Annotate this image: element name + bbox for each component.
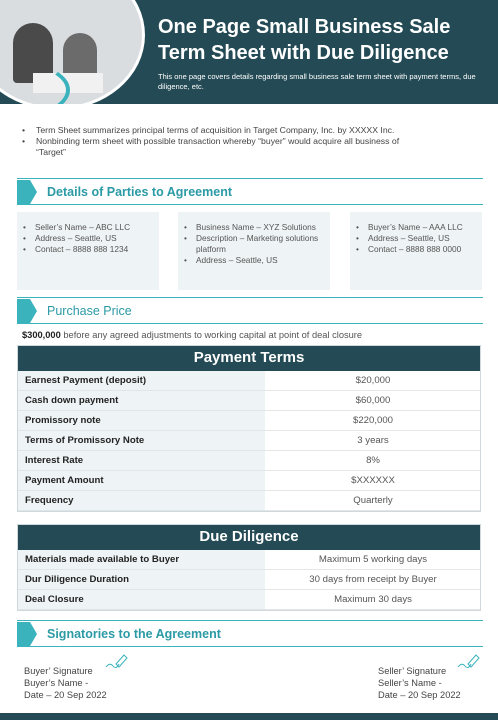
- section-title: Details of Parties to Agreement: [47, 185, 233, 199]
- payment-terms-header: Payment Terms: [17, 345, 481, 371]
- row-label: Cash down payment: [17, 391, 265, 411]
- business-name: • Business Name – XYZ Solutions: [184, 222, 324, 233]
- seller-address: • Address – Seattle, US: [23, 233, 153, 244]
- row-label: Deal Closure: [17, 590, 265, 610]
- seller-signature-label: Seller’ Signature: [378, 666, 447, 676]
- row-label: Earnest Payment (deposit): [17, 371, 265, 391]
- purchase-amount: $300,000: [22, 330, 61, 340]
- row-value: 3 years: [265, 431, 481, 451]
- intro-item: • Nonbinding term sheet with possible transaction whereby “buyer” would acquire all business of “Target”: [22, 136, 422, 158]
- row-label: Payment Amount: [17, 471, 265, 491]
- row-value: $XXXXXX: [265, 471, 481, 491]
- section-underline: [17, 323, 483, 324]
- intro-item: • Term Sheet summarizes principal terms of acquisition in Target Company, Inc. by XXXXX Inc.: [22, 125, 422, 136]
- row-label: Materials made available to Buyer: [17, 550, 265, 570]
- arrow-chevron-icon: [17, 622, 37, 646]
- buyer-contact: • Contact – 8888 888 0000: [356, 244, 476, 255]
- buyer-date: Date – 20 Sep 2022: [24, 690, 107, 700]
- section-title: Purchase Price: [47, 304, 132, 318]
- due-diligence-header: Due Diligence: [17, 524, 481, 550]
- section-signatories: [17, 622, 483, 646]
- section-purchase-price: [17, 299, 483, 323]
- title-line-1: One Page Small Business Sale: [158, 16, 451, 38]
- buyer-signature-block: [24, 665, 107, 701]
- row-label: Dur Diligence Duration: [17, 570, 265, 590]
- row-value: $20,000: [265, 371, 481, 391]
- seller-details-box: [17, 212, 159, 290]
- title-line-2: Term Sheet with Due Diligence: [158, 42, 449, 64]
- business-address: • Address – Seattle, US: [184, 255, 324, 266]
- section-title: Signatories to the Agreement: [47, 627, 221, 641]
- business-details-box: [178, 212, 330, 290]
- section-parties: [17, 180, 483, 204]
- row-value: Maximum 5 working days: [265, 550, 481, 570]
- buyer-name: • Buyer’s Name – AAA LLC: [356, 222, 476, 233]
- purchase-description: before any agreed adjustments to working capital at point of deal closure: [60, 330, 363, 340]
- arrow-chevron-icon: [17, 180, 37, 204]
- buyer-address: • Address – Seattle, US: [356, 233, 476, 244]
- footer-bar: [0, 713, 498, 720]
- section-divider: [17, 297, 483, 298]
- buyer-name-label: Buyer’s Name -: [24, 678, 89, 688]
- due-diligence-frame: [17, 524, 481, 611]
- header-banner: [0, 0, 498, 104]
- section-underline: [17, 204, 483, 205]
- arrow-chevron-icon: [17, 299, 37, 323]
- row-label: Interest Rate: [17, 451, 265, 471]
- seller-name-label: Seller’s Name -: [378, 678, 442, 688]
- section-divider: [17, 178, 483, 179]
- intro-list: [22, 125, 422, 158]
- row-value: 30 days from receipt by Buyer: [265, 570, 481, 590]
- seller-contact: • Contact – 8888 888 1234: [23, 244, 153, 255]
- seller-signature-block: [378, 665, 461, 701]
- purchase-price-text: [22, 330, 362, 340]
- seller-date: Date – 20 Sep 2022: [378, 690, 461, 700]
- row-label: Frequency: [17, 491, 265, 511]
- section-divider: [17, 620, 483, 621]
- seller-name: • Seller’s Name – ABC LLC: [23, 222, 153, 233]
- row-value: $60,000: [265, 391, 481, 411]
- pen-signature-icon: [456, 652, 480, 670]
- pen-signature-icon: [104, 652, 128, 670]
- page-subtitle: This one page covers details regarding small business sale term sheet with payment terms, due diligence, etc.: [158, 72, 476, 91]
- row-value: Maximum 30 days: [265, 590, 481, 610]
- row-value: 8%: [265, 451, 481, 471]
- row-label: Terms of Promissory Note: [17, 431, 265, 451]
- buyer-details-box: [350, 212, 482, 290]
- row-label: Promissory note: [17, 411, 265, 431]
- buyer-signature-label: Buyer’ Signature: [24, 666, 93, 676]
- payment-terms-frame: [17, 345, 481, 512]
- header-photo: [0, 0, 150, 104]
- business-description: • Description – Marketing solutions platform: [184, 233, 324, 255]
- page-title: [158, 14, 488, 66]
- row-value: $220,000: [265, 411, 481, 431]
- row-value: Quarterly: [265, 491, 481, 511]
- section-underline: [17, 646, 483, 647]
